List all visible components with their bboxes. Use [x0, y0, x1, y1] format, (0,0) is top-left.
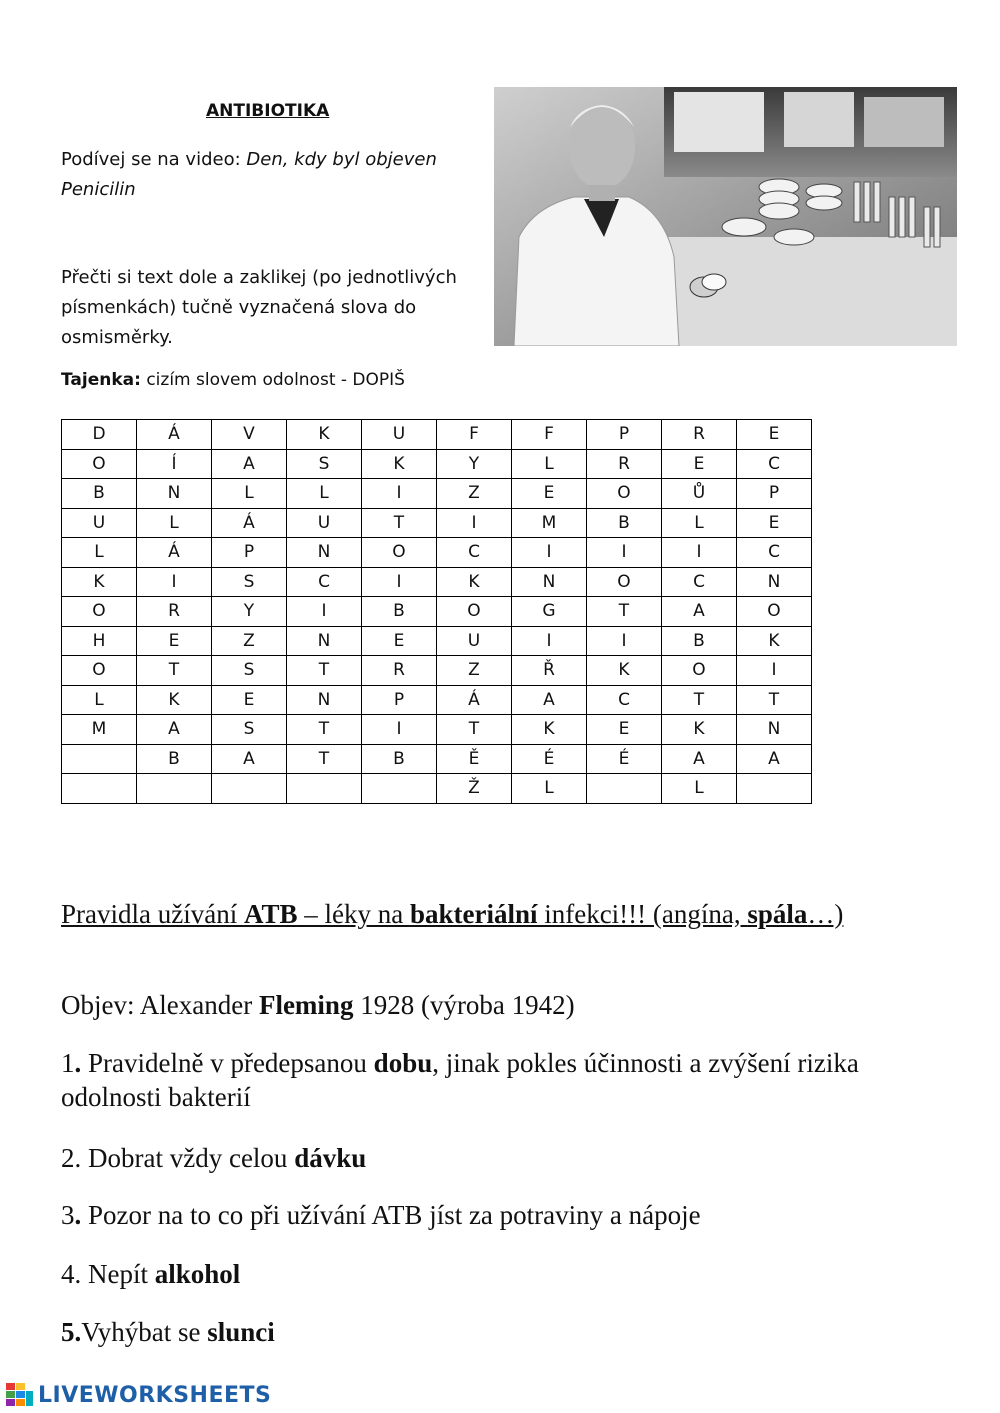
grid-cell[interactable]: K [737, 626, 812, 656]
grid-cell[interactable]: L [662, 508, 737, 538]
grid-cell[interactable]: U [287, 508, 362, 538]
grid-cell[interactable]: I [362, 715, 437, 745]
grid-cell[interactable]: K [587, 656, 662, 686]
rule-number: 5. [61, 1317, 82, 1347]
rule-text: Vyhýbat se [81, 1317, 208, 1347]
grid-cell[interactable]: O [587, 479, 662, 509]
rule-text: , jinak pokles účinnosti a zvýšení rizika odolnosti bakterií [61, 1048, 859, 1112]
grid-cell[interactable]: Á [212, 508, 287, 538]
grid-cell[interactable]: M [62, 715, 137, 745]
grid-cell[interactable]: I [437, 508, 512, 538]
instructions-text: Přečti si text dole a zaklikej (po jednotlivých písmenkách) tučně vyznačená slova do osmisměrky. [61, 267, 457, 348]
grid-cell[interactable] [212, 774, 287, 804]
grid-cell[interactable]: O [62, 597, 137, 627]
rule-2 [61, 1141, 366, 1175]
rule-text: Pravidelně v předepsanou [81, 1048, 374, 1078]
grid-cell[interactable]: C [437, 538, 512, 568]
grid-cell[interactable] [137, 774, 212, 804]
grid-cell[interactable]: I [362, 567, 437, 597]
grid-cell[interactable]: S [212, 567, 287, 597]
grid-cell[interactable]: N [137, 479, 212, 509]
grid-cell[interactable]: R [137, 597, 212, 627]
grid-row [62, 449, 812, 479]
grid-row [62, 656, 812, 686]
rule-keyword: dobu [373, 1048, 433, 1078]
tajenka-line [61, 370, 405, 390]
rule-number: 1 [61, 1048, 75, 1078]
grid-cell[interactable]: N [287, 685, 362, 715]
grid-cell[interactable]: É [587, 744, 662, 774]
grid-cell[interactable]: I [362, 479, 437, 509]
grid-cell[interactable]: Y [437, 449, 512, 479]
grid-cell[interactable]: Z [437, 656, 512, 686]
grid-cell[interactable]: Ě [437, 744, 512, 774]
rule-1 [61, 1046, 901, 1114]
grid-cell[interactable]: L [287, 479, 362, 509]
grid-cell[interactable]: N [737, 567, 812, 597]
grid-cell[interactable] [587, 774, 662, 804]
grid-cell[interactable]: E [362, 626, 437, 656]
rule-dot: . [74, 1200, 82, 1230]
rules-heading-text: …) [807, 899, 844, 929]
grid-cell[interactable]: K [62, 567, 137, 597]
grid-cell[interactable]: O [62, 656, 137, 686]
grid-cell[interactable]: C [587, 685, 662, 715]
rule-5 [61, 1315, 275, 1349]
word-search-grid [61, 419, 812, 804]
grid-cell[interactable]: Z [437, 479, 512, 509]
grid-cell[interactable]: L [62, 538, 137, 568]
grid-cell[interactable]: T [137, 656, 212, 686]
grid-cell[interactable]: U [62, 508, 137, 538]
grid-cell[interactable]: G [512, 597, 587, 627]
grid-cell[interactable] [362, 774, 437, 804]
grid-cell[interactable]: Y [212, 597, 287, 627]
rules-heading-text: – léky na [297, 899, 410, 929]
grid-cell[interactable]: C [287, 567, 362, 597]
grid-cell[interactable]: S [212, 715, 287, 745]
grid-cell[interactable]: P [362, 685, 437, 715]
grid-cell[interactable]: O [662, 656, 737, 686]
tajenka-label: Tajenka: [61, 370, 141, 390]
grid-cell[interactable]: T [437, 715, 512, 745]
grid-cell[interactable]: A [662, 597, 737, 627]
video-prefix: Podívej se na video: [61, 149, 247, 170]
grid-cell[interactable]: E [587, 715, 662, 745]
grid-cell[interactable]: O [737, 597, 812, 627]
grid-cell[interactable]: T [362, 508, 437, 538]
grid-cell[interactable]: B [362, 597, 437, 627]
grid-cell[interactable]: N [737, 715, 812, 745]
rule-number: 3 [61, 1200, 75, 1230]
grid-cell[interactable]: I [587, 626, 662, 656]
discovery-line [61, 988, 575, 1022]
grid-cell[interactable]: B [362, 744, 437, 774]
grid-cell[interactable]: B [662, 626, 737, 656]
grid-cell[interactable]: E [737, 420, 812, 450]
grid-cell[interactable]: V [212, 420, 287, 450]
grid-cell[interactable]: K [437, 567, 512, 597]
grid-cell[interactable]: R [662, 420, 737, 450]
grid-cell[interactable]: B [587, 508, 662, 538]
grid-cell[interactable]: U [362, 420, 437, 450]
grid-cell[interactable]: F [512, 420, 587, 450]
grid-cell[interactable]: E [662, 449, 737, 479]
rule-keyword: dávku [294, 1143, 367, 1173]
grid-row [62, 538, 812, 568]
grid-cell[interactable]: T [737, 685, 812, 715]
grid-cell[interactable]: I [137, 567, 212, 597]
grid-cell[interactable]: F [437, 420, 512, 450]
rules-heading-text: Pravidla užívání [61, 899, 244, 929]
grid-cell[interactable]: Í [137, 449, 212, 479]
grid-cell[interactable]: N [287, 538, 362, 568]
grid-cell[interactable]: É [512, 744, 587, 774]
grid-cell[interactable]: N [287, 626, 362, 656]
grid-cell[interactable]: B [137, 744, 212, 774]
grid-cell[interactable]: A [512, 685, 587, 715]
grid-cell[interactable]: A [137, 715, 212, 745]
grid-cell[interactable]: O [437, 597, 512, 627]
grid-cell[interactable]: R [587, 449, 662, 479]
worksheet-title: ANTIBIOTIKA [206, 101, 330, 121]
grid-row [62, 715, 812, 745]
grid-cell[interactable]: E [512, 479, 587, 509]
grid-cell[interactable]: Á [137, 538, 212, 568]
grid-cell[interactable]: L [662, 774, 737, 804]
tajenka-text: cizím slovem odolnost - DOPIŠ [140, 370, 405, 390]
grid-row [62, 744, 812, 774]
grid-cell[interactable]: Ů [662, 479, 737, 509]
grid-cell[interactable]: I [587, 538, 662, 568]
rules-heading-text: infekci!!! (angína, [537, 899, 748, 929]
grid-cell[interactable]: D [62, 420, 137, 450]
grid-cell[interactable]: T [587, 597, 662, 627]
grid-row [62, 685, 812, 715]
grid-cell[interactable]: Z [212, 626, 287, 656]
grid-cell[interactable]: B [62, 479, 137, 509]
grid-cell[interactable]: R [362, 656, 437, 686]
video-instruction [61, 145, 481, 205]
grid-cell[interactable]: Ř [512, 656, 587, 686]
rule-text: 4. Nepít [61, 1259, 155, 1289]
grid-row [62, 508, 812, 538]
grid-cell[interactable]: P [737, 479, 812, 509]
rule-3 [61, 1198, 701, 1232]
grid-cell[interactable]: U [437, 626, 512, 656]
rules-heading-spala: spála [747, 899, 808, 929]
grid-cell[interactable]: C [737, 449, 812, 479]
grid-cell[interactable]: T [287, 715, 362, 745]
grid-cell[interactable]: I [737, 656, 812, 686]
grid-cell[interactable]: L [137, 508, 212, 538]
grid-row [62, 420, 812, 450]
grid-cell[interactable]: K [137, 685, 212, 715]
fleming-photo [494, 87, 957, 346]
grid-cell[interactable] [62, 744, 137, 774]
grid-row [62, 774, 812, 804]
grid-cell[interactable]: K [287, 420, 362, 450]
grid-cell[interactable]: O [62, 449, 137, 479]
grid-row [62, 626, 812, 656]
grid-cell[interactable]: O [587, 567, 662, 597]
discovery-text: Objev: Alexander [61, 990, 259, 1020]
grid-cell[interactable]: A [737, 744, 812, 774]
liveworksheets-logo[interactable] [6, 1381, 271, 1409]
discovery-text: 1928 (výroba 1942) [353, 990, 575, 1020]
grid-cell[interactable]: E [737, 508, 812, 538]
rule-dot: . [74, 1048, 82, 1078]
grid-cell[interactable]: H [62, 626, 137, 656]
logo-icon [6, 1383, 34, 1407]
grid-cell[interactable]: L [512, 449, 587, 479]
grid-cell[interactable]: E [212, 685, 287, 715]
logo-text: LIVEWORKSHEETS [38, 1382, 272, 1408]
grid-row [62, 567, 812, 597]
grid-cell[interactable]: S [287, 449, 362, 479]
rule-keyword: alkohol [154, 1259, 241, 1289]
rule-4 [61, 1257, 240, 1291]
video-title: Den, kdy byl objeven Penicilin [61, 149, 437, 200]
grid-cell[interactable]: A [662, 744, 737, 774]
grid-cell[interactable]: O [362, 538, 437, 568]
grid-cell[interactable]: I [512, 538, 587, 568]
grid-row [62, 479, 812, 509]
grid-cell[interactable]: C [737, 538, 812, 568]
rule-text: 2. Dobrat vždy celou [61, 1143, 295, 1173]
grid-cell[interactable]: Á [437, 685, 512, 715]
grid-cell[interactable]: P [587, 420, 662, 450]
grid-cell[interactable] [62, 774, 137, 804]
rules-heading [61, 897, 861, 931]
grid-cell[interactable]: P [212, 538, 287, 568]
rule-text: Pozor na to co při užívání ATB jíst za potraviny a nápoje [81, 1200, 701, 1230]
grid-cell[interactable]: L [512, 774, 587, 804]
grid-cell[interactable]: N [512, 567, 587, 597]
grid-cell[interactable]: S [212, 656, 287, 686]
grid-cell[interactable]: T [287, 656, 362, 686]
grid-cell[interactable]: I [662, 538, 737, 568]
grid-cell[interactable] [737, 774, 812, 804]
grid-cell[interactable]: K [362, 449, 437, 479]
grid-cell[interactable]: L [212, 479, 287, 509]
grid-cell[interactable]: T [287, 744, 362, 774]
rules-heading-bakterialni: bakteriální [409, 899, 538, 929]
rule-keyword: slunci [207, 1317, 275, 1347]
grid-cell[interactable]: M [512, 508, 587, 538]
grid-cell[interactable]: L [62, 685, 137, 715]
grid-cell[interactable]: A [212, 449, 287, 479]
grid-cell[interactable]: K [662, 715, 737, 745]
discovery-fleming: Fleming [258, 990, 354, 1020]
grid-cell[interactable]: K [512, 715, 587, 745]
grid-cell[interactable] [287, 774, 362, 804]
grid-cell[interactable]: T [662, 685, 737, 715]
grid-cell[interactable]: C [662, 567, 737, 597]
grid-cell[interactable]: I [512, 626, 587, 656]
grid-row [62, 597, 812, 627]
rules-heading-atb: ATB [243, 899, 298, 929]
grid-cell[interactable]: I [287, 597, 362, 627]
grid-cell[interactable]: A [212, 744, 287, 774]
grid-cell[interactable]: Á [137, 420, 212, 450]
grid-cell[interactable]: E [137, 626, 212, 656]
grid-cell[interactable]: Ž [437, 774, 512, 804]
